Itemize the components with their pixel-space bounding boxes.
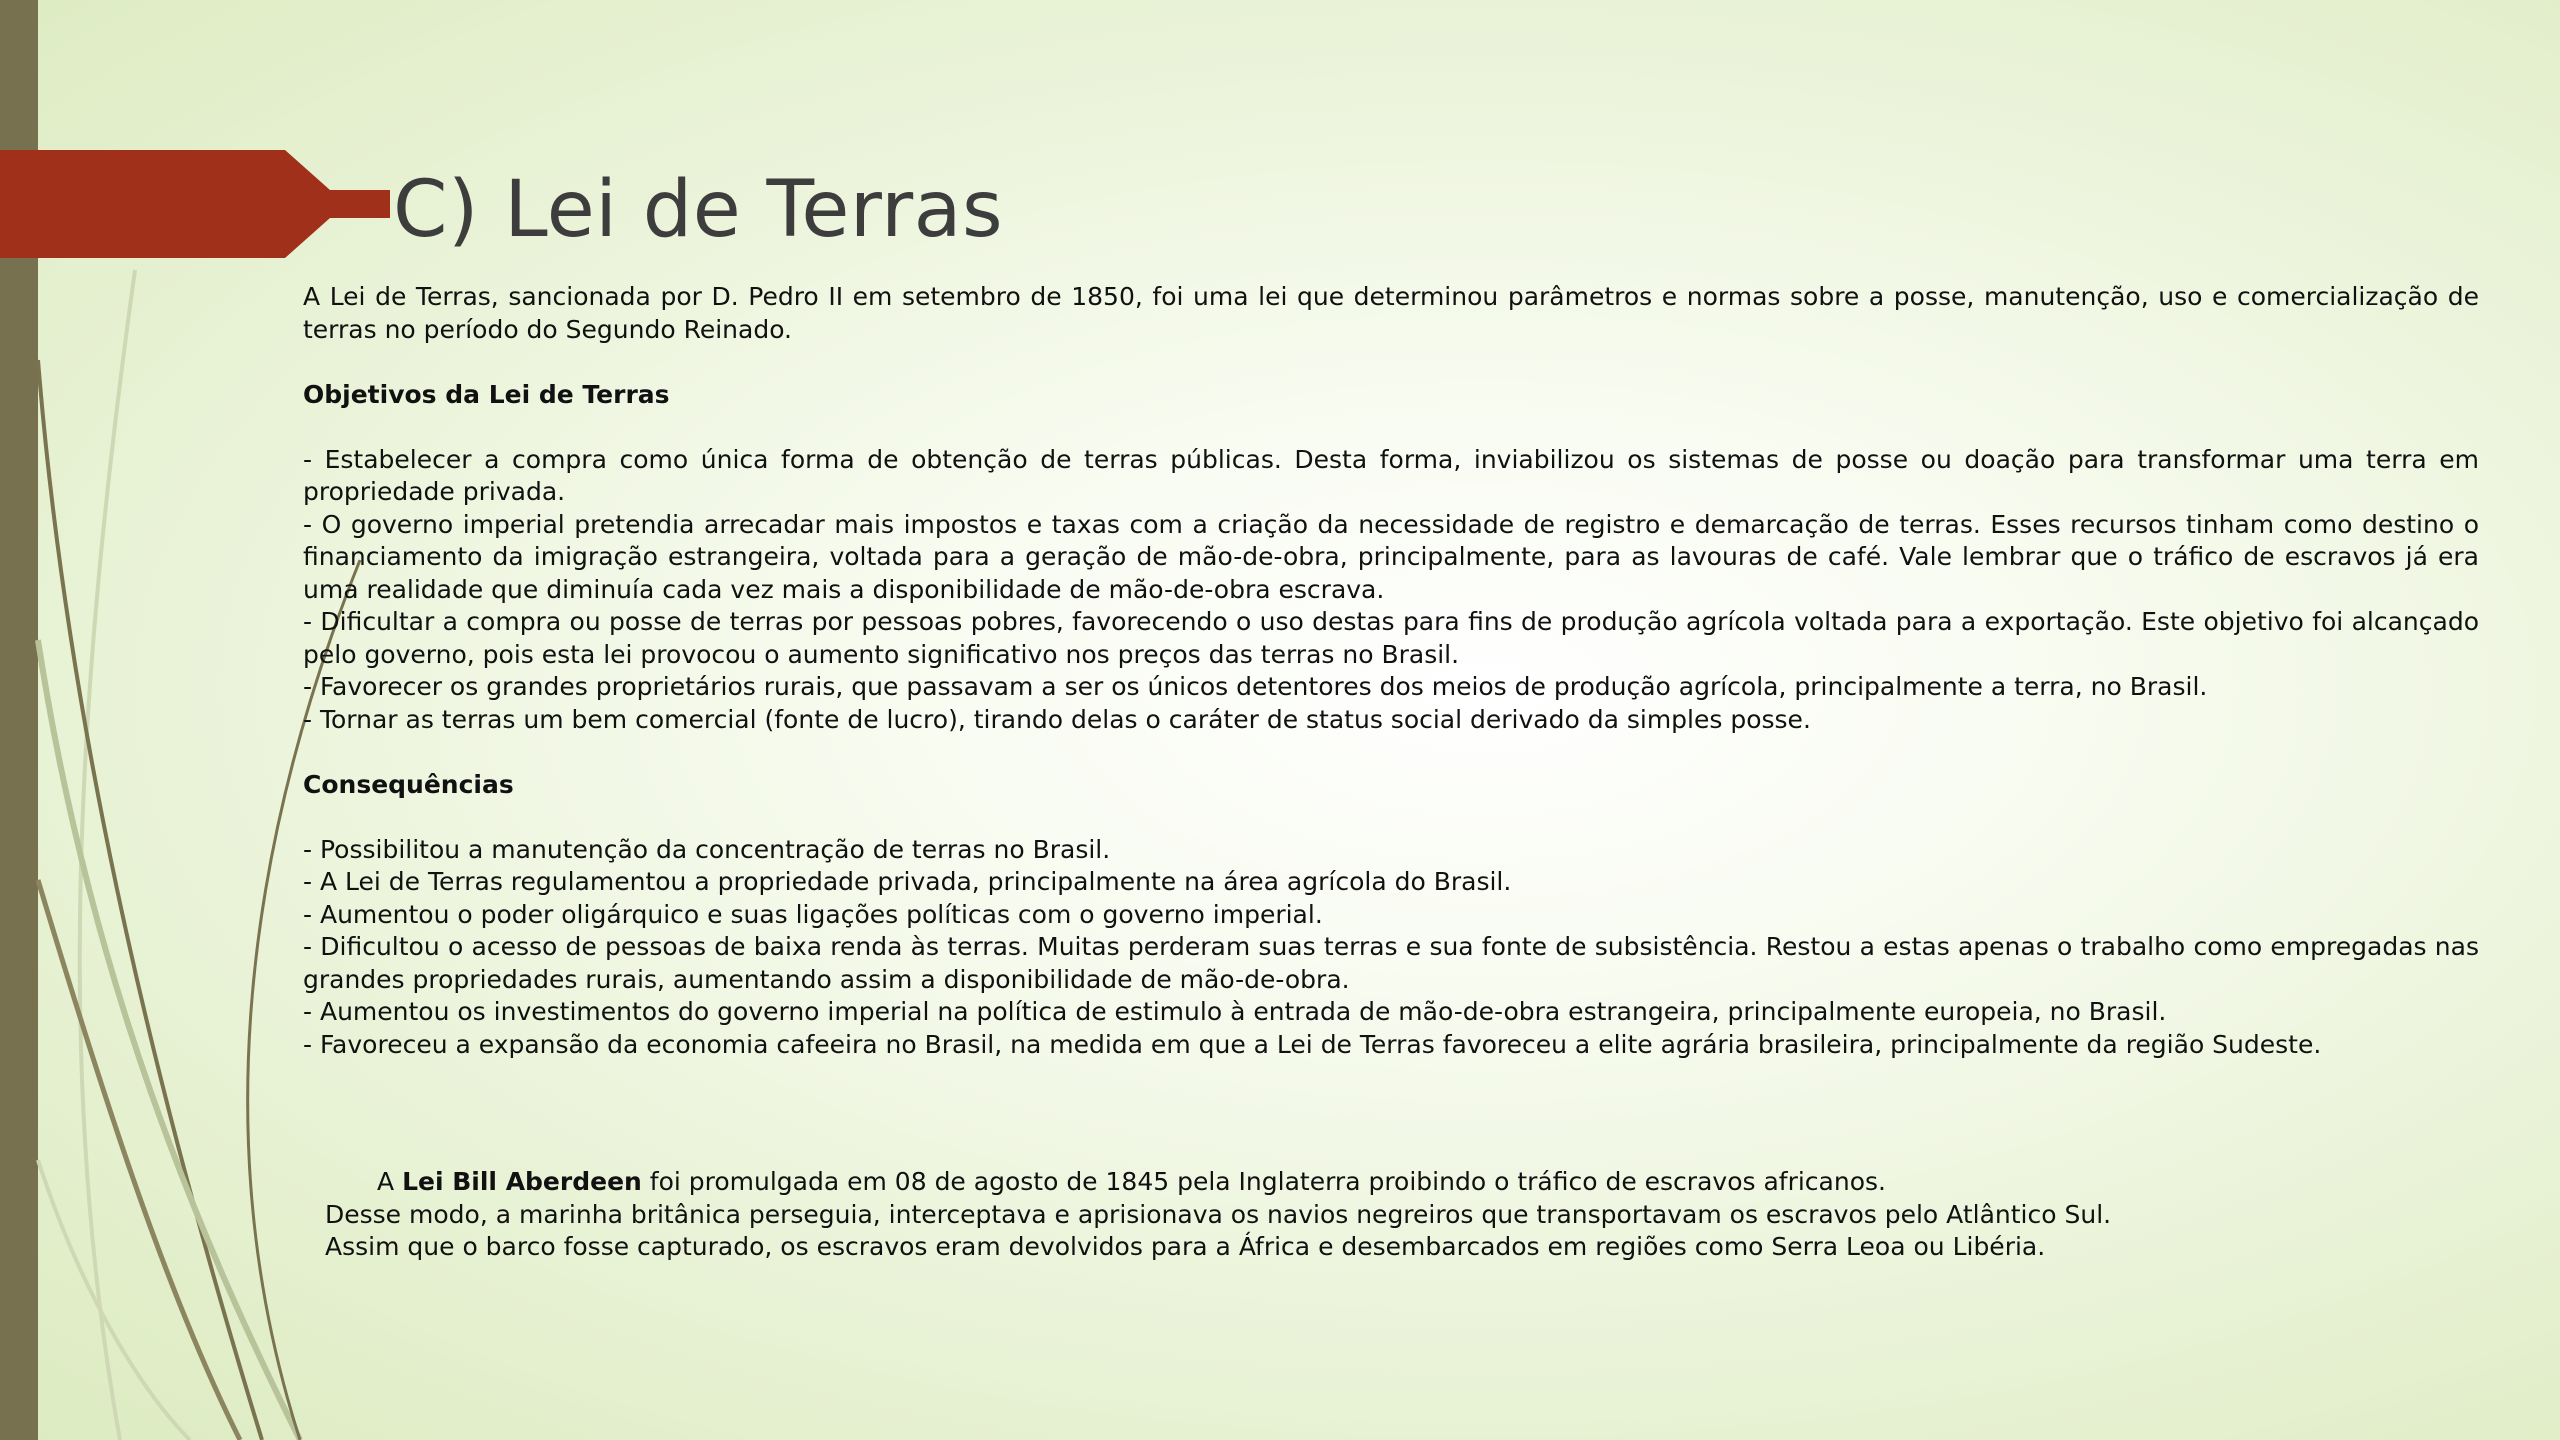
slide-title: C) Lei de Terras (393, 165, 1004, 255)
aberdeen-prefix: A (377, 1167, 403, 1196)
objective-item: - Estabelecer a compra como única forma de obtenção de terras públicas. Desta forma, inviabilizou os sistemas de posse ou doação para transformar uma terra em propriedade privada. (303, 444, 2479, 506)
consequences-heading: Consequências (303, 769, 514, 799)
aberdeen-law-name: Lei Bill Aberdeen (402, 1167, 642, 1196)
aberdeen-paragraph (325, 1166, 2525, 1264)
consequence-item: - Aumentou os investimentos do governo imperial na política de estimulo à entrada de mão-de-obra estrangeira, principalmente europeia, no Brasil. (303, 997, 2167, 1026)
objective-item: - Dificultar a compra ou posse de terras por pessoas pobres, favorecendo o uso destas para fins de produção agrícola voltada para a exportação. Este objetivo foi alcançado pelo governo, pois esta lei provocou o aumento significativo nos preços das terras no Brasil. (303, 607, 2479, 669)
consequence-item: - Dificultou o acesso de pessoas de baixa renda às terras. Muitas perderam suas terras e sua fonte de subsistência. Restou a estas apenas o trabalho como empregadas nas grandes propriedades rurais, aumentando assim a disponibilidade de mão-de-obra. (303, 932, 2479, 994)
objective-item: - Tornar as terras um bem comercial (fonte de lucro), tirando delas o caráter de status social derivado da simples posse. (303, 704, 1811, 734)
aberdeen-line-1-text: foi promulgada em 08 de agosto de 1845 pela Inglaterra proibindo o tráfico de escravos africanos. (641, 1167, 1886, 1196)
consequence-item: - Aumentou o poder oligárquico e suas ligações políticas com o governo imperial. (303, 899, 1323, 929)
slide-body (303, 281, 2479, 1061)
objectives-heading: Objetivos da Lei de Terras (303, 379, 670, 409)
objective-item: - Favorecer os grandes proprietários rurais, que passavam a ser os únicos detentores dos meios de produção agrícola, principalmente a terra, no Brasil. (303, 672, 2208, 701)
consequence-item: - Favoreceu a expansão da economia cafeeira no Brasil, na medida em que a Lei de Terras favoreceu a elite agrária brasileira, principalmente da região Sudeste. (303, 1029, 2322, 1059)
aberdeen-line-1 (325, 1166, 2525, 1199)
consequence-item: - Possibilitou a manutenção da concentração de terras no Brasil. (303, 834, 1111, 864)
objective-item: - O governo imperial pretendia arrecadar mais impostos e taxas com a criação da necessidade de registro e demarcação de terras. Esses recursos tinham como destino o financiamento da imigração estrangeira, voltada para a geração de mão-de-obra, principalmente, para as lavouras de café. Vale lembrar que o tráfico de escravos já era uma realidade que diminuía cada vez mais a disponibilidade de mão-de-obra escrava. (303, 509, 2479, 604)
consequence-item: - A Lei de Terras regulamentou a propriedade privada, principalmente na área agrícola do Brasil. (303, 867, 1512, 896)
aberdeen-line-3: Assim que o barco fosse capturado, os escravos eram devolvidos para a África e desembarcados em regiões como Serra Leoa ou Libéria. (325, 1232, 2046, 1261)
aberdeen-line-2: Desse modo, a marinha britânica perseguia, interceptava e aprisionava os navios negreiros que transportavam os escravos pelo Atlântico Sul. (325, 1199, 2112, 1229)
intro-paragraph: A Lei de Terras, sancionada por D. Pedro II em setembro de 1850, foi uma lei que determinou parâmetros e normas sobre a posse, manutenção, uso e comercialização de terras no período do Segundo Reinado. (303, 282, 2479, 344)
title-arrow-banner (0, 150, 390, 258)
